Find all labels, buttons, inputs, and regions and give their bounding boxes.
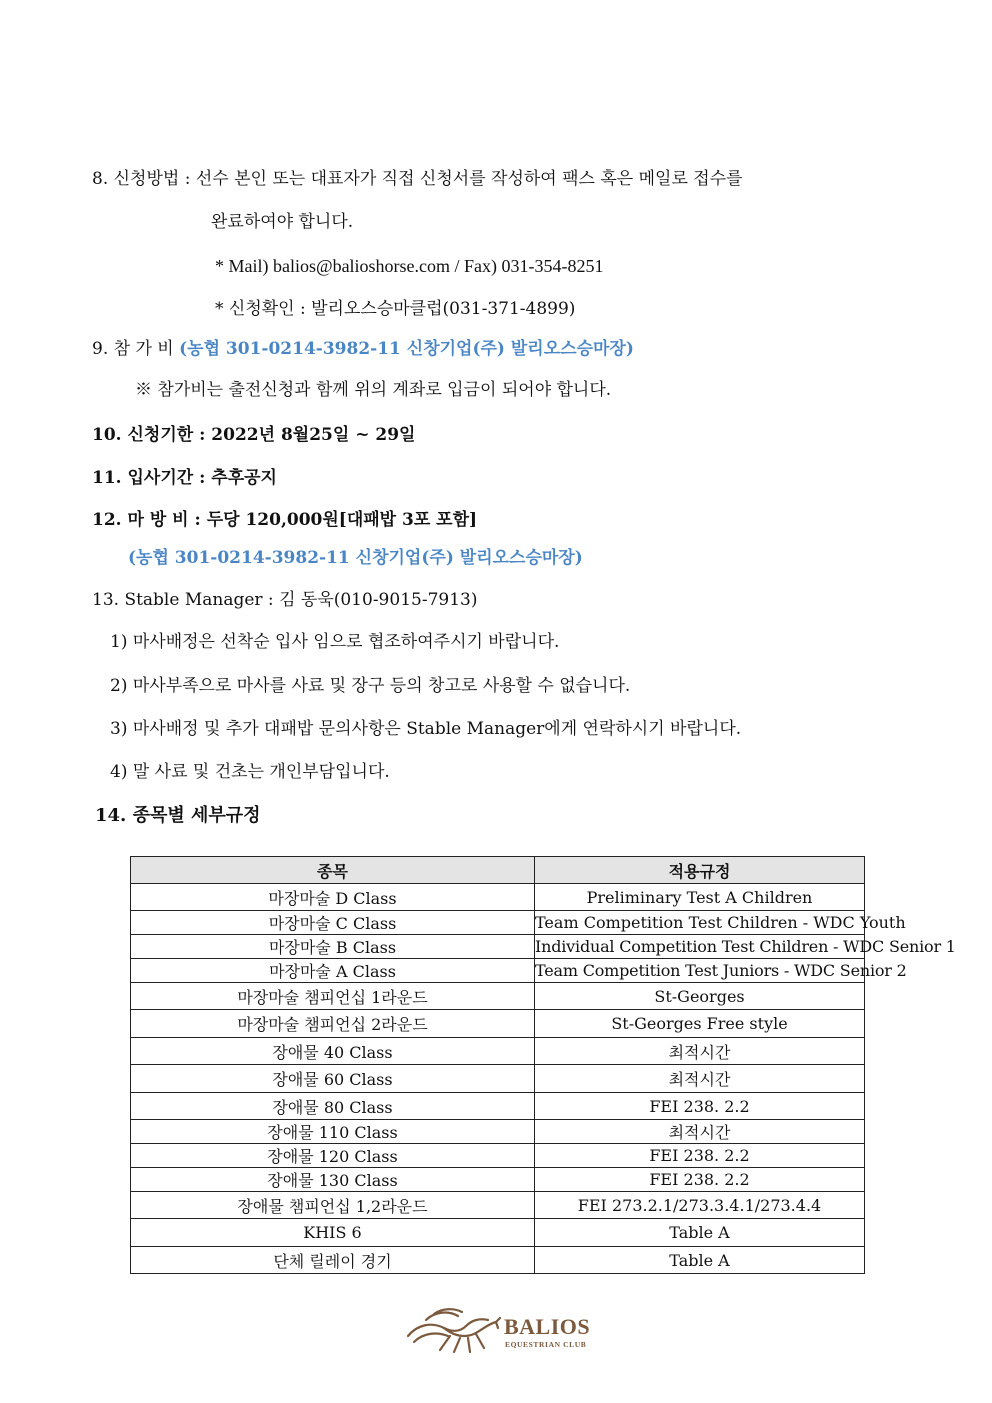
table-cell-event: 장애물 130 Class [131, 1168, 535, 1192]
table-cell-event: 마장마술 B Class [131, 935, 535, 959]
table-row [131, 1192, 865, 1219]
table-cell-rule: 최적시간 [535, 1038, 865, 1065]
table-cell-rule: FEI 273.2.1/273.3.4.1/273.4.4 [535, 1192, 865, 1219]
balios-logo [404, 1306, 594, 1358]
section-13-item-2: 2) 마사부족으로 마사를 사료 및 장구 등의 창고로 사용할 수 없습니다. [110, 676, 631, 696]
section-8-confirm: * 신청확인 : 발리오스승마클럽(031-371-4899) [215, 299, 576, 319]
table-cell-event: 마장마술 챔피언십 1라운드 [131, 983, 535, 1010]
table-cell-rule: Table A [535, 1247, 865, 1274]
table-cell-rule: FEI 238. 2.2 [535, 1168, 865, 1192]
table-cell-event: 단체 릴레이 경기 [131, 1247, 535, 1274]
section-13-item-3: 3) 마사배정 및 추가 대패밥 문의사항은 Stable Manager에게 연락하시기 바랍니다. [110, 719, 742, 739]
table-cell-event: 마장마술 D Class [131, 884, 535, 911]
table-row [131, 1010, 865, 1038]
table-cell-rule: 최적시간 [535, 1065, 865, 1093]
section-11-stable-period: 11. 입사기간 : 추후공지 [92, 468, 277, 488]
table-header-rule: 적용규정 [535, 857, 865, 884]
table-row [131, 959, 865, 983]
table-row [131, 884, 865, 911]
table-cell-event: 장애물 챔피언십 1,2라운드 [131, 1192, 535, 1219]
section-9-fee [92, 338, 634, 360]
section-10-deadline: 10. 신청기한 : 2022년 8월25일 ~ 29일 [92, 425, 416, 445]
section-9-label: 9. 참 가 비 [92, 339, 180, 359]
table-cell-rule: Table A [535, 1219, 865, 1247]
table-cell-event: KHIS 6 [131, 1219, 535, 1247]
table-row [131, 1038, 865, 1065]
section-8-method-cont: 완료하여야 합니다. [211, 212, 354, 232]
section-12-stable-fee: 12. 마 방 비 : 두당 120,000원[대패밥 3포 포함] [92, 510, 478, 530]
logo-name: BALIOS [504, 1314, 591, 1339]
table-row [131, 1168, 865, 1192]
section-13-item-1: 1) 마사배정은 선착순 입사 임으로 협조하여주시기 바랍니다. [110, 632, 560, 652]
table-row [131, 1120, 865, 1144]
table-row [131, 1219, 865, 1247]
section-9-account: (농협 301-0214-3982-11 신창기업(주) 발리오스승마장) [179, 339, 634, 359]
pegasus-icon [404, 1306, 502, 1358]
table-header-row [131, 857, 865, 884]
section-8-method: 8. 신청방법 : 선수 본인 또는 대표자가 직접 신청서를 작성하여 팩스 혹은 메일로 접수를 [92, 169, 743, 189]
table-cell-rule: Team Competition Test Children - WDC Youth [535, 911, 865, 935]
table-row [131, 1093, 865, 1120]
section-13-stable-manager: 13. Stable Manager : 김 동욱(010-9015-7913) [92, 590, 478, 610]
table-cell-event: 마장마술 C Class [131, 911, 535, 935]
table-cell-rule: FEI 238. 2.2 [535, 1144, 865, 1168]
section-8-mail-fax: * Mail) balios@balioshorse.com / Fax) 031-354-8251 [215, 256, 604, 276]
table-cell-event: 장애물 120 Class [131, 1144, 535, 1168]
section-12-account: (농협 301-0214-3982-11 신창기업(주) 발리오스승마장) [128, 548, 583, 568]
table-cell-event: 장애물 40 Class [131, 1038, 535, 1065]
section-13-item-4: 4) 말 사료 및 건초는 개인부담입니다. [110, 762, 390, 782]
table-cell-event: 장애물 80 Class [131, 1093, 535, 1120]
table-cell-rule: St-Georges Free style [535, 1010, 865, 1038]
table-cell-event: 장애물 60 Class [131, 1065, 535, 1093]
table-cell-rule: Individual Competition Test Children - WDC Senior 1 [535, 935, 865, 959]
table-cell-rule: St-Georges [535, 983, 865, 1010]
table-cell-event: 마장마술 A Class [131, 959, 535, 983]
table-cell-rule: Team Competition Test Juniors - WDC Senior 2 [535, 959, 865, 983]
table-row [131, 1065, 865, 1093]
table-cell-rule: FEI 238. 2.2 [535, 1093, 865, 1120]
table-row [131, 935, 865, 959]
table-row [131, 1247, 865, 1274]
section-14-title: 14. 종목별 세부규정 [95, 805, 261, 826]
table-row [131, 983, 865, 1010]
event-rules-table [130, 856, 956, 1274]
table-cell-event: 장애물 110 Class [131, 1120, 535, 1144]
table-row [131, 911, 865, 935]
table-cell-rule: 최적시간 [535, 1120, 865, 1144]
table-header-event: 종목 [131, 857, 535, 884]
logo-subtitle: EQUESTRIAN CLUB [505, 1340, 587, 1349]
table-cell-rule: Preliminary Test A Children [535, 884, 865, 911]
section-9-note: ※ 참가비는 출전신청과 함께 위의 계좌로 입금이 되어야 합니다. [135, 380, 612, 400]
table-row [131, 1144, 865, 1168]
table-cell-event: 마장마술 챔피언십 2라운드 [131, 1010, 535, 1038]
